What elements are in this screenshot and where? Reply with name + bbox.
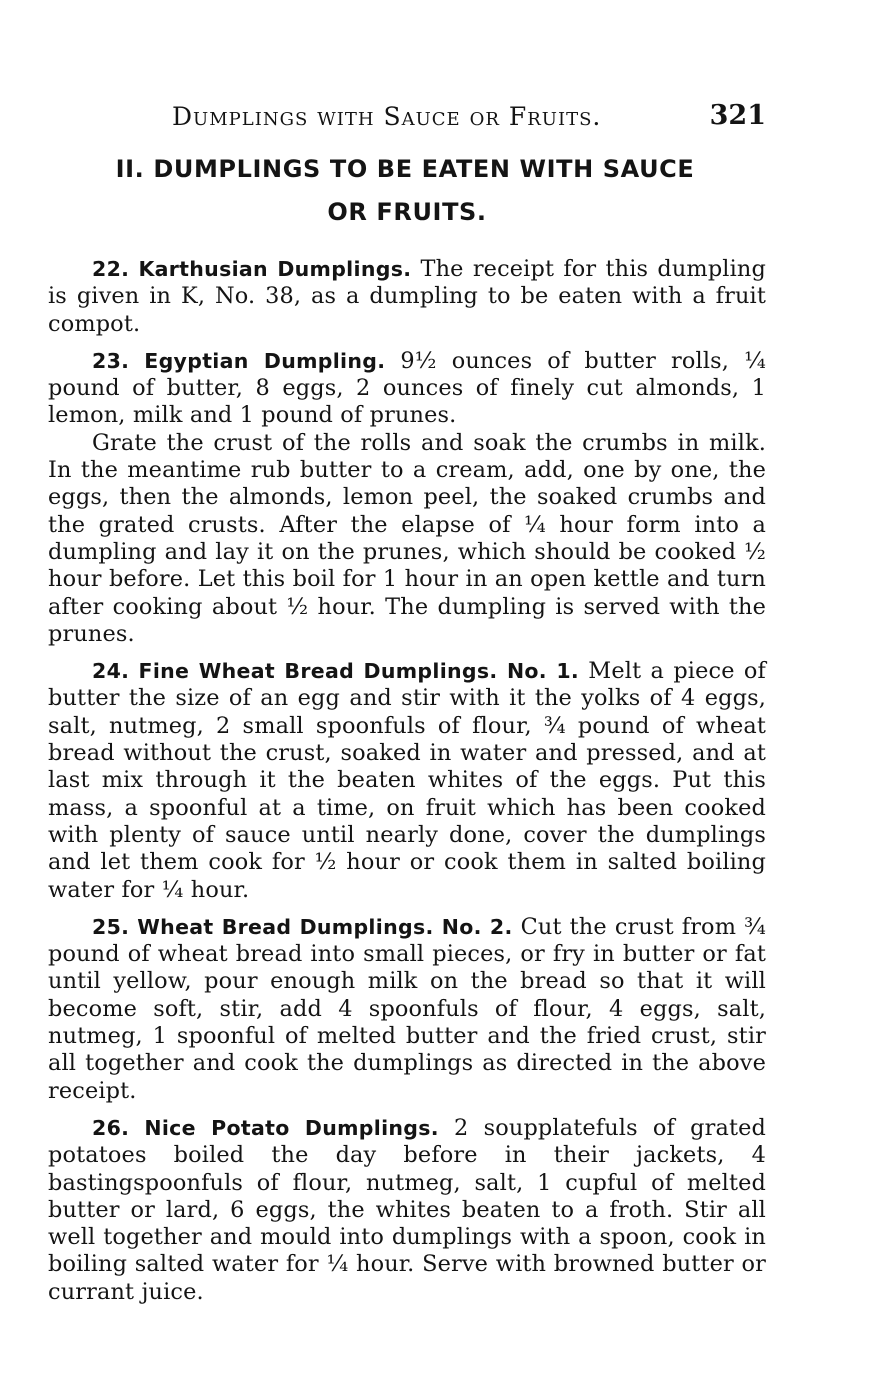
- recipe-number: 24.: [92, 659, 130, 684]
- recipe-number: 26.: [92, 1115, 130, 1140]
- running-title: Dumplings with Sauce or Fruits.: [172, 102, 602, 131]
- recipe-paragraph: [48, 1115, 766, 1306]
- book-page: [48, 96, 766, 1316]
- recipe-number: 23.: [92, 348, 130, 373]
- recipe-23: [48, 348, 766, 648]
- recipe-24: [48, 658, 766, 904]
- recipe-paragraph: [48, 658, 766, 904]
- recipe-paragraph: [48, 914, 766, 1105]
- section-heading: [48, 148, 766, 234]
- recipe-title: Fine Wheat Bread Dumplings. No. 1.: [138, 659, 579, 684]
- recipe-method-paragraph: Grate the crust of the rolls and soak the crumbs in milk. In the meantime rub butter to a cream, add, one by one, the eggs, then the almonds, lemon peel, the soaked crumbs and the grated crusts. After the elapse of ¼ hour form into a dumpling and lay it on the prunes, which should be cooked ½ hour before. Let this boil for 1 hour in an open kettle and turn after cooking about ½ hour. The dumpling is served with the prunes.: [48, 429, 766, 647]
- recipe-26: [48, 1115, 766, 1306]
- recipe-text: 2 soupplatefuls of grated potatoes boiled the day before in their jackets, 4 bastingspoonfuls of flour, nutmeg, salt, 1 cupful of melted butter or lard, 6 eggs, the whites beaten to a froth. Stir all well together and mould into dumplings with a spoon, cook in boiling salted water for ¼ hour. Serve with browned butter or currant juice.: [48, 1114, 766, 1305]
- section-heading-line-1: II. DUMPLINGS TO BE EATEN WITH SAUCE: [115, 155, 695, 183]
- recipe-text: The receipt for this dumpling is given in K, No. 38, as a dumpling to be eaten with a fruit compot.: [48, 256, 766, 337]
- recipe-25: [48, 914, 766, 1105]
- recipe-number: 22.: [92, 257, 130, 281]
- recipe-text: 9½ ounces of butter rolls, ¼ pound of butter, 8 eggs, 2 ounces of finely cut almonds, 1 lemon, milk and 1 pound of prunes.: [48, 347, 766, 429]
- running-header: [48, 96, 766, 140]
- recipe-list: [48, 256, 766, 1306]
- recipe-title: Nice Potato Dumplings.: [144, 1115, 439, 1140]
- recipe-title: Egyptian Dumpling.: [144, 348, 386, 373]
- recipe-text: Melt a piece of butter the size of an egg and stir with it the yolks of 4 eggs, salt, nutmeg, 2 small spoonfuls of flour, ¾ pound of wheat bread without the crust, soaked in water and pressed, and at last mix through it the beaten whites of the eggs. Put this mass, a spoonful at a time, on fruit which has been cooked with plenty of sauce until nearly done, cover the dumplings and let them cook for ½ hour or cook them in salted boiling water for ¼ hour.: [48, 658, 766, 903]
- recipe-text: Cut the crust from ¾ pound of wheat bread into small pieces, or fry in butter or fat until yellow, pour enough milk on the bread so that it will become soft, stir, add 4 spoonfuls of flour, 4 eggs, salt, nutmeg, 1 spoonful of melted butter and the fried crust, stir all together and cook the dumplings as directed in the above receipt.: [48, 913, 766, 1104]
- recipe-22: [48, 256, 766, 338]
- recipe-paragraph: [48, 256, 766, 338]
- recipe-number: 25.: [92, 914, 130, 939]
- page-number: 321: [709, 100, 766, 131]
- recipe-paragraph: [48, 348, 766, 430]
- recipe-title: Karthusian Dumplings.: [138, 257, 412, 281]
- section-heading-line-2: OR FRUITS.: [327, 198, 487, 226]
- recipe-title: Wheat Bread Dumplings. No. 2.: [137, 914, 513, 939]
